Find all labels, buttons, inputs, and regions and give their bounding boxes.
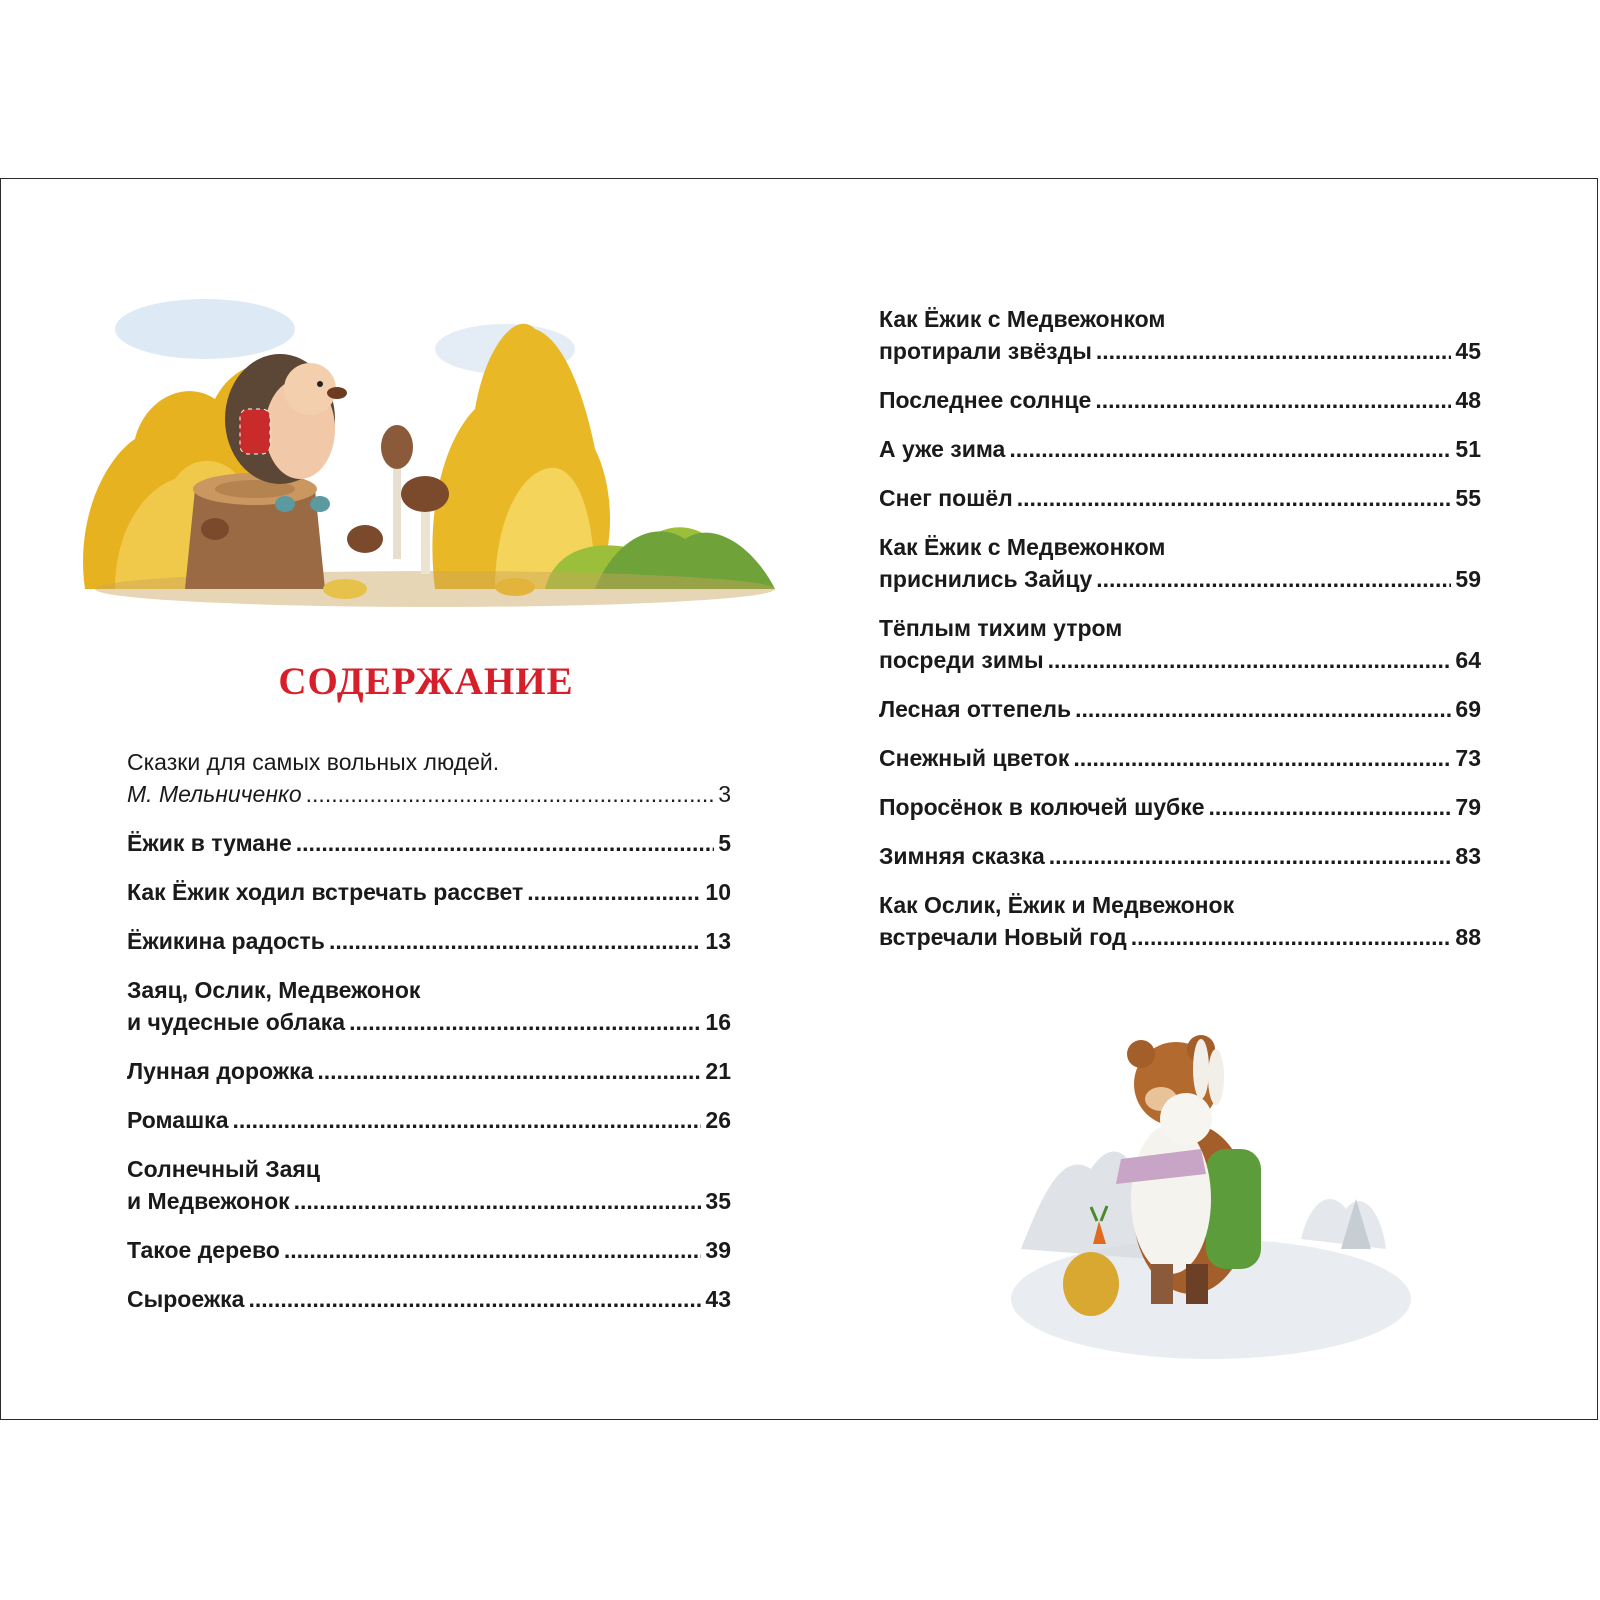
toc-entry[interactable]	[127, 1104, 731, 1136]
toc-entry-page: 48	[1455, 387, 1481, 413]
toc-entry-page: 88	[1455, 924, 1481, 950]
toc-entry[interactable]	[127, 925, 731, 957]
toc-entry-title-line1: Как Ёжик с Медвежонком	[879, 534, 1166, 560]
toc-entry[interactable]	[879, 612, 1481, 676]
toc-right-column	[879, 303, 1481, 970]
toc-entry-page: 64	[1455, 647, 1481, 673]
toc-entry[interactable]	[127, 827, 731, 859]
toc-entry-title: и чудесные облака	[127, 1009, 346, 1035]
toc-entry-page: 73	[1455, 745, 1481, 771]
toc-entry-title-line1: Солнечный Заяц	[127, 1156, 320, 1182]
dot-leader	[306, 778, 715, 810]
dot-leader	[296, 827, 714, 859]
toc-entry[interactable]	[879, 303, 1481, 367]
dot-leader	[1048, 644, 1452, 676]
toc-entry-title: и Медвежонок	[127, 1188, 290, 1214]
dot-leader	[1096, 563, 1451, 595]
toc-entry[interactable]	[879, 482, 1481, 514]
dot-leader	[1095, 384, 1451, 416]
toc-entry-page: 39	[705, 1237, 731, 1263]
dot-leader	[329, 925, 701, 957]
bear-and-hare-hug-winter-illustration	[1001, 999, 1421, 1379]
book-spread	[0, 178, 1598, 1420]
toc-entry-page: 51	[1455, 436, 1481, 462]
dot-leader	[284, 1234, 702, 1266]
toc-entry[interactable]	[127, 1234, 731, 1266]
toc-entry[interactable]	[127, 1055, 731, 1087]
dot-leader	[1017, 482, 1452, 514]
toc-entry-page: 35	[705, 1188, 731, 1214]
dot-leader	[349, 1006, 701, 1038]
toc-entry-intro	[127, 746, 731, 810]
toc-entry-page: 3	[718, 781, 731, 807]
toc-entry-title: Как Ёжик ходил встречать рассвет	[127, 879, 524, 905]
toc-entry-title: Снег пошёл	[879, 485, 1013, 511]
dot-leader	[248, 1283, 701, 1315]
toc-entry-page: 16	[705, 1009, 731, 1035]
toc-entry-page: 21	[705, 1058, 731, 1084]
dot-leader	[233, 1104, 702, 1136]
toc-entry-title: Ёжикина радость	[127, 928, 325, 954]
dot-leader	[294, 1185, 702, 1217]
toc-entry[interactable]	[879, 791, 1481, 823]
dot-leader	[1096, 335, 1452, 367]
toc-entry[interactable]	[879, 433, 1481, 465]
toc-entry-intro-line1: Сказки для самых вольных людей.	[127, 749, 500, 775]
toc-entry-page: 45	[1455, 338, 1481, 364]
toc-entry[interactable]	[879, 840, 1481, 872]
toc-entry-page: 79	[1455, 794, 1481, 820]
dot-leader	[1075, 693, 1451, 725]
toc-entry-title: Снежный цветок	[879, 745, 1070, 771]
toc-entry-title: приснились Зайцу	[879, 566, 1093, 592]
toc-entry-title-line1: Как Ёжик с Медвежонком	[879, 306, 1166, 332]
toc-entry[interactable]	[879, 889, 1481, 953]
hedgehog-on-stump-illustration	[75, 289, 795, 619]
toc-entry-title: Ромашка	[127, 1107, 229, 1133]
toc-entry-page: 10	[705, 879, 731, 905]
toc-entry[interactable]	[879, 531, 1481, 595]
toc-entry[interactable]	[127, 974, 731, 1038]
toc-entry-title: протирали звёзды	[879, 338, 1092, 364]
toc-entry-title: Такое дерево	[127, 1237, 280, 1263]
toc-entry-page: 59	[1455, 566, 1481, 592]
toc-entry[interactable]	[879, 742, 1481, 774]
toc-entry-intro-author: М. Мельниченко	[127, 781, 302, 807]
toc-entry-title-line1: Заяц, Ослик, Медвежонок	[127, 977, 421, 1003]
toc-left-column	[127, 746, 731, 1332]
dot-leader	[1131, 921, 1452, 953]
toc-entry-title: Лунная дорожка	[127, 1058, 314, 1084]
dot-leader	[527, 876, 701, 908]
toc-entry-page: 26	[705, 1107, 731, 1133]
toc-entry-title: Лесная оттепель	[879, 696, 1072, 722]
dot-leader	[1009, 433, 1451, 465]
toc-entry-title-line1: Тёплым тихим утром	[879, 615, 1123, 641]
toc-entry[interactable]	[879, 693, 1481, 725]
toc-entry-title-line1: Как Ослик, Ёжик и Медвежонок	[879, 892, 1235, 918]
toc-entry-page: 13	[705, 928, 731, 954]
dot-leader	[317, 1055, 701, 1087]
dot-leader	[1209, 791, 1452, 823]
toc-entry-title: Поросёнок в колючей шубке	[879, 794, 1205, 820]
toc-entry-title: посреди зимы	[879, 647, 1044, 673]
toc-entry-page: 83	[1455, 843, 1481, 869]
toc-entry[interactable]	[879, 384, 1481, 416]
toc-entry-title: Сыроежка	[127, 1286, 245, 1312]
toc-heading: СОДЕРЖАНИЕ	[278, 660, 574, 703]
toc-entry-title: Зимняя сказка	[879, 843, 1045, 869]
toc-entry-title: А уже зима	[879, 436, 1006, 462]
toc-entry-title: Последнее солнце	[879, 387, 1092, 413]
toc-entry-page: 5	[718, 830, 731, 856]
toc-entry[interactable]	[127, 876, 731, 908]
toc-entry-page: 43	[705, 1286, 731, 1312]
toc-entry-title: Ёжик в тумане	[127, 830, 292, 856]
toc-entry-title: встречали Новый год	[879, 924, 1127, 950]
toc-entry-page: 55	[1455, 485, 1481, 511]
toc-entry[interactable]	[127, 1153, 731, 1217]
dot-leader	[1049, 840, 1452, 872]
dot-leader	[1073, 742, 1451, 774]
toc-entry-page: 69	[1455, 696, 1481, 722]
toc-entry[interactable]	[127, 1283, 731, 1315]
